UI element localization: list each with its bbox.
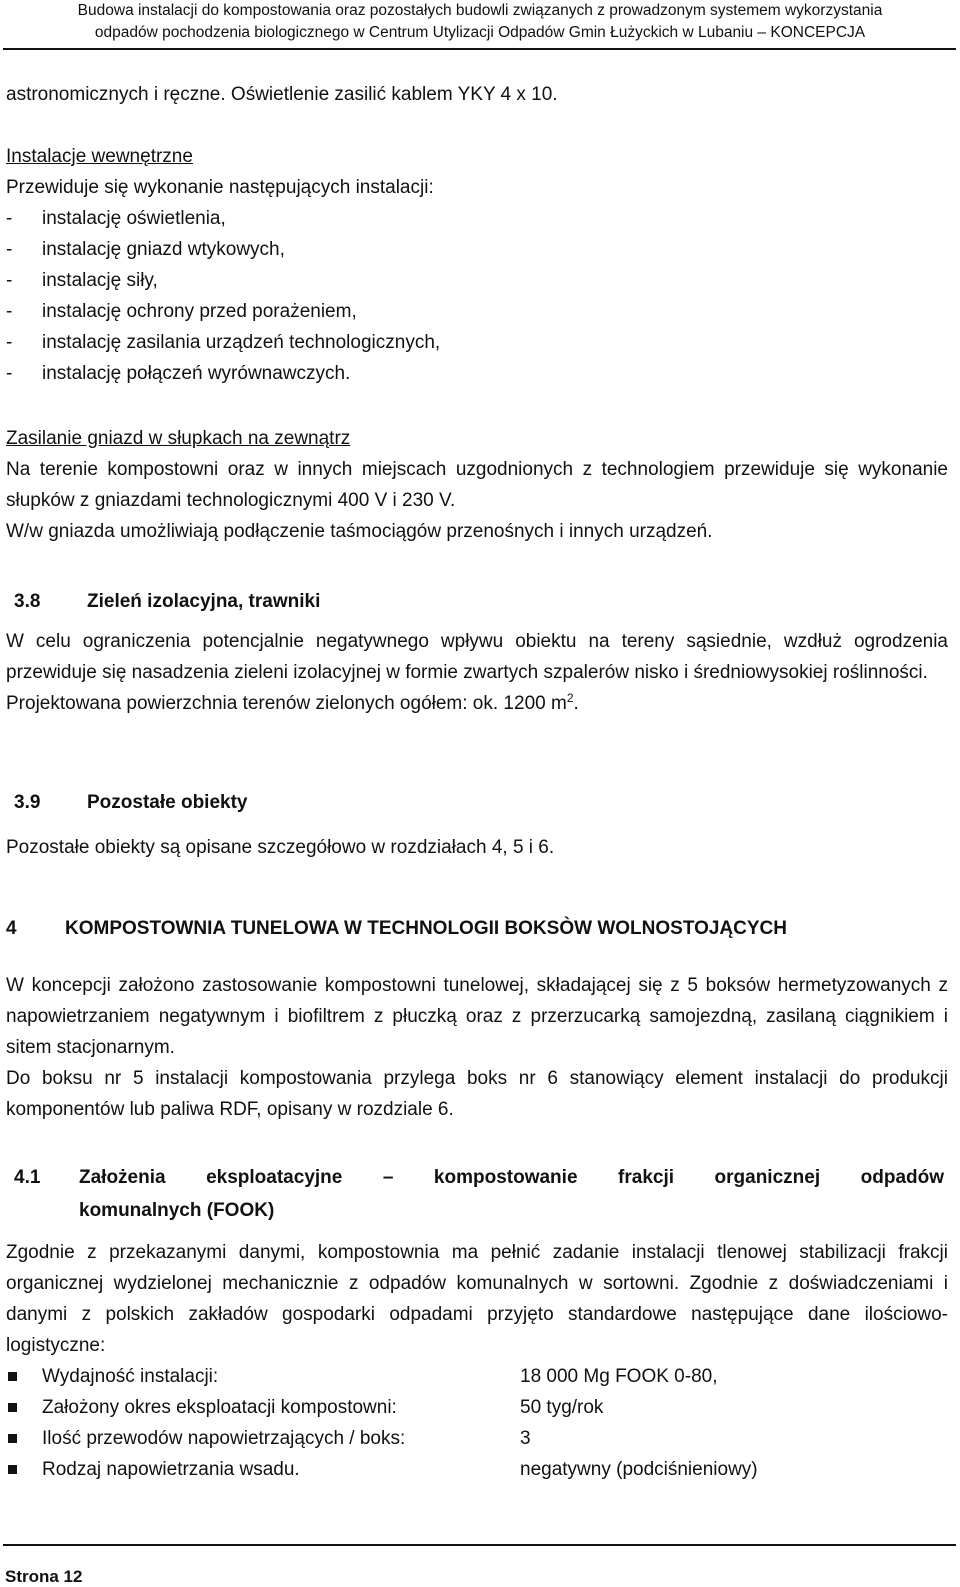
list-item: - instalację połączeń wyrównawczych. [6, 358, 948, 389]
header-rule [3, 48, 956, 50]
section-title-line-1: Założenia eksploatacyjne – kompostowanie frakcji organicznej odpadów [79, 1167, 944, 1188]
list-item: Rodzaj napowietrzania wsadu. negatywny (podciśnieniowy) [6, 1454, 948, 1485]
section-4-paragraph-1: W koncepcji założono zastosowanie kompostowni tunelowej, składającej się z 5 boksów hermetyzowanych z napowietrzaniem negatywnym i biofiltrem z płuczką oraz z przerzucarką samojezdną, zasilaną ciągnikiem i sitem stacjonarnym. [6, 975, 948, 1058]
section-3-9 [6, 787, 948, 818]
dash-marker: - [6, 270, 13, 291]
header-line-1: Budowa instalacji do kompostowania oraz pozostałych budowli związanych z prowadzonym systemem wykorzystania [77, 2, 883, 19]
section-3-9-body [6, 832, 948, 863]
section-number: 4 [6, 918, 17, 939]
list-item: - instalację siły, [6, 265, 948, 296]
parameters-list [6, 1361, 948, 1485]
section-3-8-body [6, 626, 948, 719]
page-number: Strona 12 [5, 1567, 83, 1586]
section-3-9-paragraph: Pozostałe obiekty są opisane szczegółowo w rozdziałach 4, 5 i 6. [6, 837, 555, 858]
list-item: - instalację ochrony przed porażeniem, [6, 296, 948, 327]
section-title-line-2: komunalnych (FOOK) [79, 1200, 275, 1221]
dash-marker: - [6, 363, 13, 384]
sockets-title: Zasilanie gniazd w słupkach na zewnątrz [6, 428, 351, 449]
list-item: - instalację zasilania urządzeń technologicznych, [6, 327, 948, 358]
section-title: Pozostałe obiekty [87, 792, 248, 813]
internal-installations-title: Instalacje wewnętrzne [6, 146, 193, 167]
section-3-9-heading [6, 787, 948, 818]
dash-marker: - [6, 301, 13, 322]
section-3-8-paragraph-1: W celu ograniczenia potencjalnie negatywnego wpływu obiektu na tereny sąsiednie, wzdłuż ogrodzenia przewiduje się nasadzenia zieleni izolacyjnej w formie zwartych szpalerów nisko i średniowysokiej roślinności. [6, 631, 948, 683]
header-line-2: odpadów pochodzenia biologicznego w Centrum Utylizacji Odpadów Gmin Łużyckich w Lubaniu – KONCEPCJA [94, 24, 866, 41]
section-number: 3.9 [14, 792, 41, 813]
section-3-8 [6, 586, 948, 617]
square-bullet-icon [8, 1465, 17, 1474]
list-item: Ilość przewodów napowietrzających / boks: 3 [6, 1423, 948, 1454]
square-bullet-icon [8, 1372, 17, 1381]
running-header [0, 0, 960, 50]
section-3-8-paragraph-2: Projektowana powierzchnia terenów zielonych ogółem: ok. 1200 $m^2$. [6, 691, 579, 714]
section-title: KOMPOSTOWNIA TUNELOWA W TECHNOLOGII BOKSÒW WOLNOSTOJĄCYCH [65, 918, 787, 939]
dash-marker: - [6, 239, 13, 260]
square-bullet-icon [8, 1434, 17, 1443]
footer-rule [3, 1544, 956, 1546]
section-4-1-paragraph: Zgodnie z przekazanymi danymi, kompostownia ma pełnić zadanie instalacji tlenowej stabilizacji frakcji organicznej wydzielonej mechanicznie z odpadów komunalnych w sortowni. Zgodnie z doświadczeniami i danymi z polskich zakładów gospodarki odpadami przyjęto standardowe następujące dane ilościowo-logistyczne: [6, 1242, 948, 1356]
section-4-paragraph-2: Do boksu nr 5 instalacji kompostowania przylega boks nr 6 stanowiący element instalacji do produkcji komponentów lub paliwa RDF, opisany w rozdziale 6. [6, 1068, 948, 1120]
internal-installations-list [6, 203, 948, 389]
intro-line: astronomicznych i ręczne. Oświetlenie zasilić kablem YKY 4 x 10. [6, 84, 558, 105]
list-item: - instalację oświetlenia, [6, 203, 948, 234]
internal-installations [6, 141, 948, 389]
section-4-body [6, 970, 948, 1125]
intro-block [6, 79, 948, 110]
section-title: Zieleń izolacyjna, trawniki [87, 591, 321, 612]
section-4-1-heading [14, 1161, 944, 1227]
list-item: Wydajność instalacji: 18 000 Mg FOOK 0-80, [6, 1361, 948, 1392]
square-bullet-icon [8, 1403, 17, 1412]
section-4 [6, 913, 948, 944]
dash-marker: - [6, 332, 13, 353]
sockets-section [6, 423, 948, 547]
section-number: 3.8 [14, 591, 41, 612]
section-3-8-heading [6, 586, 948, 617]
internal-installations-lead: Przewiduje się wykonanie następujących instalacji: [6, 177, 434, 198]
sockets-paragraph-2: W/w gniazda umożliwiają podłączenie taśmociągów przenośnych i innych urządzeń. [6, 521, 713, 542]
list-item: - instalację gniazd wtykowych, [6, 234, 948, 265]
list-item: Założony okres eksploatacji kompostowni: 50 tyg/rok [6, 1392, 948, 1423]
section-4-1-body [6, 1237, 948, 1485]
section-4-heading [6, 913, 948, 944]
section-number: 4.1 [14, 1167, 41, 1188]
dash-marker: - [6, 208, 13, 229]
sockets-paragraph-1: Na terenie kompostowni oraz w innych miejscach uzgodnionych z technologiem przewiduje się wykonanie słupków z gniazdami technologicznymi 400 V i 230 V. [6, 459, 948, 511]
